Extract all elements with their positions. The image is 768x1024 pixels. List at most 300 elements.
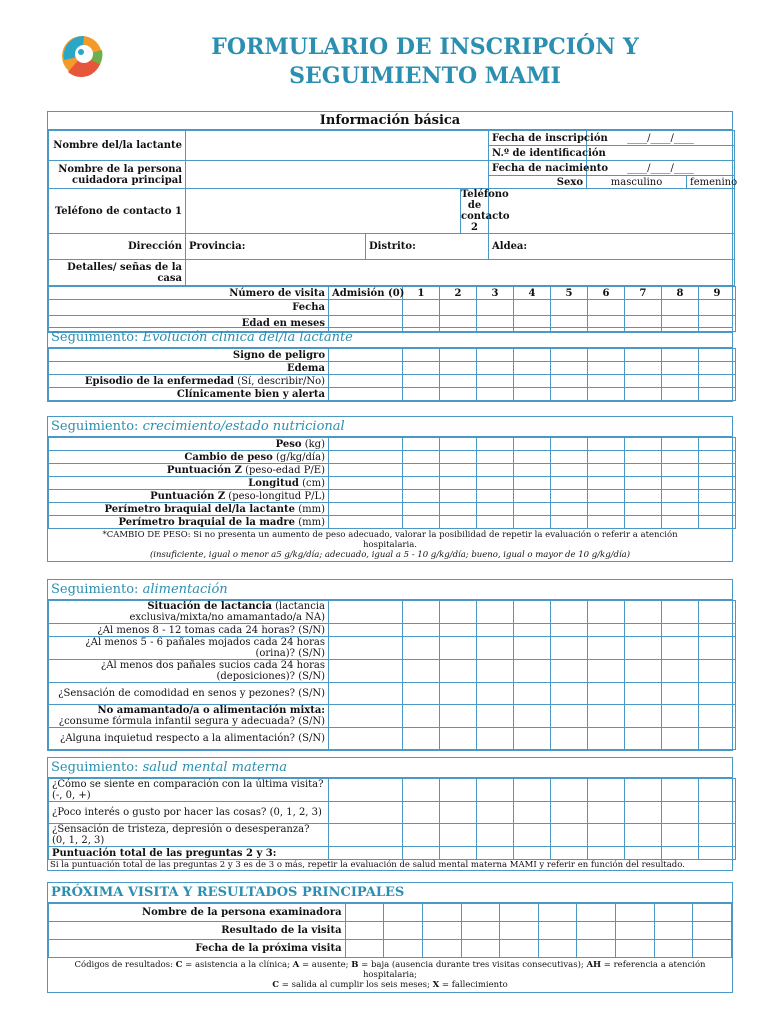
visit-cell[interactable] [440, 728, 477, 750]
visit-cell[interactable] [329, 660, 403, 683]
visit-cell[interactable] [329, 624, 403, 637]
visit-cell[interactable] [403, 375, 440, 388]
visit-cell[interactable] [699, 660, 736, 683]
visit-cell[interactable] [477, 728, 514, 750]
visit-cell[interactable] [625, 728, 662, 750]
visit-cell[interactable] [403, 451, 440, 464]
visit-cell[interactable] [422, 904, 461, 922]
visit-cell[interactable] [440, 779, 477, 802]
visit-cell[interactable] [329, 300, 403, 316]
visit-cell[interactable] [500, 922, 539, 940]
visit-cell[interactable] [662, 375, 699, 388]
visit-cell[interactable] [577, 904, 616, 922]
visit-cell[interactable] [440, 637, 477, 660]
sex-female-option[interactable]: femenino [687, 176, 735, 189]
visit-cell[interactable] [329, 601, 403, 624]
details-field[interactable] [186, 260, 735, 286]
visit-cell[interactable] [329, 375, 403, 388]
visit-cell[interactable] [699, 451, 736, 464]
visit-cell[interactable] [551, 490, 588, 503]
visit-cell[interactable] [551, 601, 588, 624]
visit-cell[interactable] [403, 637, 440, 660]
visit-cell[interactable] [551, 824, 588, 847]
visit-cell[interactable] [625, 438, 662, 451]
visit-cell[interactable] [625, 503, 662, 516]
visit-cell[interactable] [477, 300, 514, 316]
visit-cell[interactable] [662, 779, 699, 802]
visit-cell[interactable] [461, 922, 500, 940]
visit-cell[interactable] [440, 362, 477, 375]
visit-cell[interactable] [514, 728, 551, 750]
visit-cell[interactable] [384, 922, 423, 940]
visit-cell[interactable] [440, 464, 477, 477]
visit-cell[interactable] [403, 824, 440, 847]
visit-cell[interactable] [551, 779, 588, 802]
visit-cell[interactable] [588, 349, 625, 362]
visit-cell[interactable] [699, 388, 736, 401]
visit-cell[interactable] [699, 477, 736, 490]
visit-cell[interactable] [514, 660, 551, 683]
visit-cell[interactable] [477, 624, 514, 637]
visit-cell[interactable] [625, 300, 662, 316]
visit-cell[interactable] [616, 904, 655, 922]
visit-cell[interactable] [625, 349, 662, 362]
visit-cell[interactable] [403, 503, 440, 516]
visit-cell[interactable] [403, 362, 440, 375]
visit-cell[interactable] [551, 362, 588, 375]
visit-cell[interactable] [440, 601, 477, 624]
village-field[interactable]: Aldea: [489, 234, 735, 260]
visit-cell[interactable] [477, 705, 514, 728]
visit-cell[interactable] [477, 779, 514, 802]
visit-cell[interactable] [551, 375, 588, 388]
id-number-label: N.º de identificación [489, 146, 587, 161]
visit-cell[interactable] [662, 847, 699, 860]
visit-cell[interactable] [551, 388, 588, 401]
visit-cell[interactable] [514, 503, 551, 516]
visit-cell[interactable] [440, 624, 477, 637]
row-label [49, 477, 329, 490]
visit-cell[interactable] [440, 516, 477, 529]
visit-cell[interactable] [699, 438, 736, 451]
visit-cell[interactable] [514, 451, 551, 464]
visit-cell[interactable] [551, 637, 588, 660]
visit-cell[interactable] [662, 516, 699, 529]
visit-cell[interactable] [403, 779, 440, 802]
visit-cell[interactable] [588, 300, 625, 316]
visit-cell[interactable] [551, 300, 588, 316]
visit-cell[interactable] [699, 362, 736, 375]
visit-cell[interactable] [477, 516, 514, 529]
table-row [49, 503, 736, 516]
visit-cell[interactable] [588, 637, 625, 660]
visit-cell[interactable] [461, 940, 500, 958]
visit-cell[interactable] [551, 516, 588, 529]
visit-cell[interactable] [551, 624, 588, 637]
visit-cell[interactable] [588, 847, 625, 860]
visit-cell[interactable] [329, 451, 403, 464]
visit-cell[interactable] [440, 847, 477, 860]
visit-cell[interactable] [477, 824, 514, 847]
visit-cell[interactable] [500, 904, 539, 922]
visit-cell[interactable] [514, 624, 551, 637]
visit-cell[interactable] [616, 940, 655, 958]
visit-cell[interactable] [329, 349, 403, 362]
visit-cell[interactable] [588, 464, 625, 477]
visit-cell[interactable] [477, 490, 514, 503]
visit-cell[interactable] [329, 362, 403, 375]
visit-cell[interactable] [588, 624, 625, 637]
row-label [49, 637, 329, 660]
visit-cell[interactable] [422, 940, 461, 958]
visit-cell[interactable] [329, 438, 403, 451]
visit-cell[interactable] [440, 705, 477, 728]
visit-cell[interactable] [514, 375, 551, 388]
visit-cell[interactable] [588, 824, 625, 847]
visit-cell[interactable] [477, 375, 514, 388]
visit-cell[interactable] [403, 464, 440, 477]
table-row [49, 824, 736, 847]
id-number-field[interactable] [587, 146, 735, 161]
visit-cell[interactable] [477, 451, 514, 464]
visit-cell[interactable] [477, 388, 514, 401]
visit-cell[interactable] [440, 477, 477, 490]
visit-cell[interactable] [329, 477, 403, 490]
visit-cell[interactable] [440, 660, 477, 683]
visit-cell[interactable] [699, 300, 736, 316]
sex-male-option[interactable]: masculino [587, 176, 687, 189]
visit-cell[interactable] [662, 451, 699, 464]
visit-cell[interactable] [551, 438, 588, 451]
visit-cell[interactable] [329, 728, 403, 750]
next-visit-table [48, 903, 732, 958]
row-label [49, 624, 329, 637]
visit-cell[interactable] [588, 802, 625, 824]
visit-cell[interactable] [662, 477, 699, 490]
visit-cell[interactable] [662, 464, 699, 477]
visit-cell[interactable] [551, 451, 588, 464]
row-label-text: ¿Poco interés o gusto por hacer las cosas? (0, 1, 2, 3) [52, 807, 322, 818]
visit-cell[interactable] [403, 388, 440, 401]
visit-cell[interactable] [440, 375, 477, 388]
visit-cell[interactable] [551, 705, 588, 728]
table-row [49, 779, 736, 802]
visit-cell[interactable] [588, 438, 625, 451]
visit-cell[interactable] [625, 624, 662, 637]
visit-cell[interactable] [384, 904, 423, 922]
basic-info-table [48, 130, 738, 286]
visit-cell[interactable] [662, 705, 699, 728]
visit-cell[interactable] [662, 438, 699, 451]
visit-cell[interactable] [403, 349, 440, 362]
visit-cell[interactable] [477, 802, 514, 824]
details-label: Detalles/ señas de la casa [49, 260, 186, 286]
visit-cell[interactable] [329, 490, 403, 503]
page-title: FORMULARIO DE INSCRIPCIÓN Y SEGUIMIENTO MAMI [211, 34, 639, 89]
visit-cell[interactable] [440, 490, 477, 503]
visit-cell[interactable] [693, 904, 732, 922]
visit-cell[interactable] [625, 375, 662, 388]
heading-prefix: Seguimiento: [51, 760, 143, 775]
visit-cell[interactable] [551, 847, 588, 860]
visit-cell[interactable] [625, 464, 662, 477]
visit-cell[interactable] [477, 464, 514, 477]
visit-cell[interactable] [654, 904, 693, 922]
visit-cell[interactable] [403, 705, 440, 728]
visit-cell[interactable] [699, 375, 736, 388]
visit-cell[interactable] [477, 601, 514, 624]
visit-cell[interactable] [699, 847, 736, 860]
visit-cell[interactable] [538, 904, 577, 922]
visit-cell[interactable] [440, 300, 477, 316]
visit-cell[interactable] [440, 824, 477, 847]
visit-cell[interactable] [403, 477, 440, 490]
visit-cell[interactable] [588, 375, 625, 388]
visit-cell[interactable] [662, 601, 699, 624]
visit-cell[interactable] [477, 637, 514, 660]
visit-cell[interactable] [588, 705, 625, 728]
visit-cell[interactable] [329, 824, 403, 847]
visit-cell[interactable] [625, 847, 662, 860]
visit-cell[interactable] [662, 637, 699, 660]
visit-cell[interactable] [440, 802, 477, 824]
visit-cell[interactable] [477, 503, 514, 516]
visit-cell[interactable] [403, 728, 440, 750]
visit-cell[interactable] [588, 601, 625, 624]
enroll-date-field[interactable]: ____/____/____ [587, 131, 735, 146]
row-label-bold: Puntuación Z [150, 490, 226, 502]
visit-cell[interactable] [477, 349, 514, 362]
row-label-text: (g/kg/día) [272, 451, 325, 463]
visit-cell[interactable] [477, 660, 514, 683]
visit-cell[interactable] [662, 802, 699, 824]
visit-cell[interactable] [440, 438, 477, 451]
visit-cell[interactable] [403, 624, 440, 637]
visit-cell[interactable] [514, 349, 551, 362]
visit-cell[interactable] [625, 660, 662, 683]
visit-cell[interactable] [551, 728, 588, 750]
visit-cell[interactable] [514, 464, 551, 477]
visit-cell[interactable] [588, 660, 625, 683]
visit-cell[interactable] [477, 438, 514, 451]
visit-cell[interactable] [403, 490, 440, 503]
visit-cell[interactable] [329, 388, 403, 401]
visit-cell[interactable] [662, 490, 699, 503]
visit-cell[interactable] [551, 660, 588, 683]
visit-number-1: 1 [403, 287, 440, 300]
visit-cell[interactable] [625, 516, 662, 529]
visit-cell[interactable] [699, 503, 736, 516]
visit-cell[interactable] [514, 477, 551, 490]
visit-cell[interactable] [699, 637, 736, 660]
visit-cell[interactable] [662, 728, 699, 750]
visit-cell[interactable] [329, 516, 403, 529]
visit-cell[interactable] [403, 660, 440, 683]
visit-cell[interactable] [616, 922, 655, 940]
visit-cell[interactable] [662, 388, 699, 401]
visit-cell[interactable] [588, 388, 625, 401]
visit-cell[interactable] [625, 683, 662, 705]
visit-cell[interactable] [538, 940, 577, 958]
visit-cell[interactable] [588, 683, 625, 705]
visit-cell[interactable] [625, 637, 662, 660]
visit-cell[interactable] [551, 802, 588, 824]
visit-cell[interactable] [329, 637, 403, 660]
visit-cell[interactable] [551, 349, 588, 362]
row-label [49, 438, 329, 451]
visit-cell[interactable] [329, 847, 403, 860]
visit-cell[interactable] [477, 477, 514, 490]
visit-cell[interactable] [699, 464, 736, 477]
visit-cell[interactable] [625, 601, 662, 624]
district-field[interactable]: Distrito: [366, 234, 489, 260]
feeding-table [48, 600, 736, 750]
visit-cell[interactable] [345, 904, 384, 922]
visit-cell[interactable] [514, 683, 551, 705]
visit-cell[interactable] [514, 705, 551, 728]
visit-cell[interactable] [662, 503, 699, 516]
visit-cell[interactable] [345, 922, 384, 940]
visit-cell[interactable] [440, 388, 477, 401]
visit-cell[interactable] [514, 779, 551, 802]
visit-cell[interactable] [403, 802, 440, 824]
visit-cell[interactable] [514, 300, 551, 316]
visit-cell[interactable] [699, 490, 736, 503]
visit-cell[interactable] [403, 847, 440, 860]
visit-cell[interactable] [588, 779, 625, 802]
visit-cell[interactable] [440, 451, 477, 464]
visit-cell[interactable] [625, 362, 662, 375]
visit-cell[interactable] [403, 683, 440, 705]
visit-cell[interactable] [477, 847, 514, 860]
visit-cell[interactable] [699, 601, 736, 624]
visit-cell[interactable] [329, 503, 403, 516]
visit-cell[interactable] [514, 362, 551, 375]
visit-cell[interactable] [500, 940, 539, 958]
caregiver-name-field[interactable] [186, 161, 489, 189]
visit-cell[interactable] [662, 349, 699, 362]
visit-cell[interactable] [514, 516, 551, 529]
visit-cell[interactable] [514, 490, 551, 503]
visit-cell[interactable] [514, 601, 551, 624]
visit-cell[interactable] [403, 516, 440, 529]
visit-cell[interactable] [422, 922, 461, 940]
visit-cell[interactable] [662, 683, 699, 705]
visit-cell[interactable] [625, 477, 662, 490]
visit-cell[interactable] [662, 300, 699, 316]
visit-cell[interactable] [625, 490, 662, 503]
codes-text: = asistencia a la clínica; [182, 960, 293, 970]
visit-cell[interactable] [403, 300, 440, 316]
visit-cell[interactable] [329, 705, 403, 728]
visit-cell[interactable] [403, 438, 440, 451]
visit-cell[interactable] [329, 779, 403, 802]
visit-cell[interactable] [693, 940, 732, 958]
visit-cell[interactable] [538, 922, 577, 940]
visit-cell[interactable] [625, 705, 662, 728]
visit-cell[interactable] [662, 362, 699, 375]
visit-cell[interactable] [662, 824, 699, 847]
visit-cell[interactable] [699, 683, 736, 705]
visit-cell[interactable] [654, 940, 693, 958]
row-label-bold: Cambio de peso [184, 451, 273, 463]
visit-cell[interactable] [699, 728, 736, 750]
visit-cell[interactable] [662, 660, 699, 683]
visit-cell[interactable] [440, 503, 477, 516]
visit-cell[interactable] [588, 516, 625, 529]
row-label-text: (mm) [295, 503, 325, 515]
visit-cell[interactable] [699, 349, 736, 362]
visit-cell[interactable] [403, 601, 440, 624]
visit-cell[interactable] [699, 824, 736, 847]
visit-cell[interactable] [551, 503, 588, 516]
phone1-field[interactable] [186, 189, 461, 234]
visit-cell[interactable] [551, 464, 588, 477]
visit-cell[interactable] [699, 705, 736, 728]
visit-cell[interactable] [625, 388, 662, 401]
visit-cell[interactable] [699, 516, 736, 529]
visit-cell[interactable] [440, 349, 477, 362]
row-label-text: (Sí, describir/No) [234, 375, 325, 387]
visit-cell[interactable] [588, 490, 625, 503]
province-field[interactable]: Provincia: [186, 234, 366, 260]
visit-cell[interactable] [345, 940, 384, 958]
visit-cell[interactable] [625, 824, 662, 847]
visit-cell[interactable] [514, 802, 551, 824]
visit-date-label: Fecha [49, 300, 329, 316]
phone2-field[interactable] [489, 189, 735, 234]
visit-cell[interactable] [625, 779, 662, 802]
visit-cell[interactable] [588, 451, 625, 464]
visit-cell[interactable] [588, 728, 625, 750]
visit-cell[interactable] [477, 683, 514, 705]
visit-cell[interactable] [551, 477, 588, 490]
visit-cell[interactable] [514, 637, 551, 660]
visit-cell[interactable] [329, 464, 403, 477]
visit-cell[interactable] [514, 824, 551, 847]
visit-cell[interactable] [514, 847, 551, 860]
birth-date-field[interactable]: ____/____/____ [587, 161, 735, 176]
row-label [49, 802, 329, 824]
visit-cell[interactable] [514, 388, 551, 401]
visit-cell[interactable] [440, 683, 477, 705]
row-label [49, 601, 329, 624]
visit-cell[interactable] [625, 802, 662, 824]
visit-cell[interactable] [654, 922, 693, 940]
visit-cell[interactable] [384, 940, 423, 958]
visit-cell[interactable] [699, 624, 736, 637]
visit-cell[interactable] [329, 683, 403, 705]
infant-name-field[interactable] [186, 131, 489, 161]
row-label-text: ¿Cómo se siente en comparación con la última visita? (-, 0, +) [52, 779, 324, 801]
visit-cell[interactable] [477, 362, 514, 375]
visit-cell[interactable] [588, 362, 625, 375]
visit-cell[interactable] [693, 922, 732, 940]
visit-cell[interactable] [577, 922, 616, 940]
table-row [49, 490, 736, 503]
visit-cell[interactable] [514, 438, 551, 451]
visit-cell[interactable] [662, 624, 699, 637]
visit-cell[interactable] [588, 477, 625, 490]
visit-cell[interactable] [551, 683, 588, 705]
visit-cell[interactable] [577, 940, 616, 958]
visit-cell[interactable] [699, 779, 736, 802]
visit-cell[interactable] [329, 802, 403, 824]
visit-cell[interactable] [699, 802, 736, 824]
visit-cell[interactable] [461, 904, 500, 922]
visit-cell[interactable] [625, 451, 662, 464]
visit-cell[interactable] [588, 503, 625, 516]
